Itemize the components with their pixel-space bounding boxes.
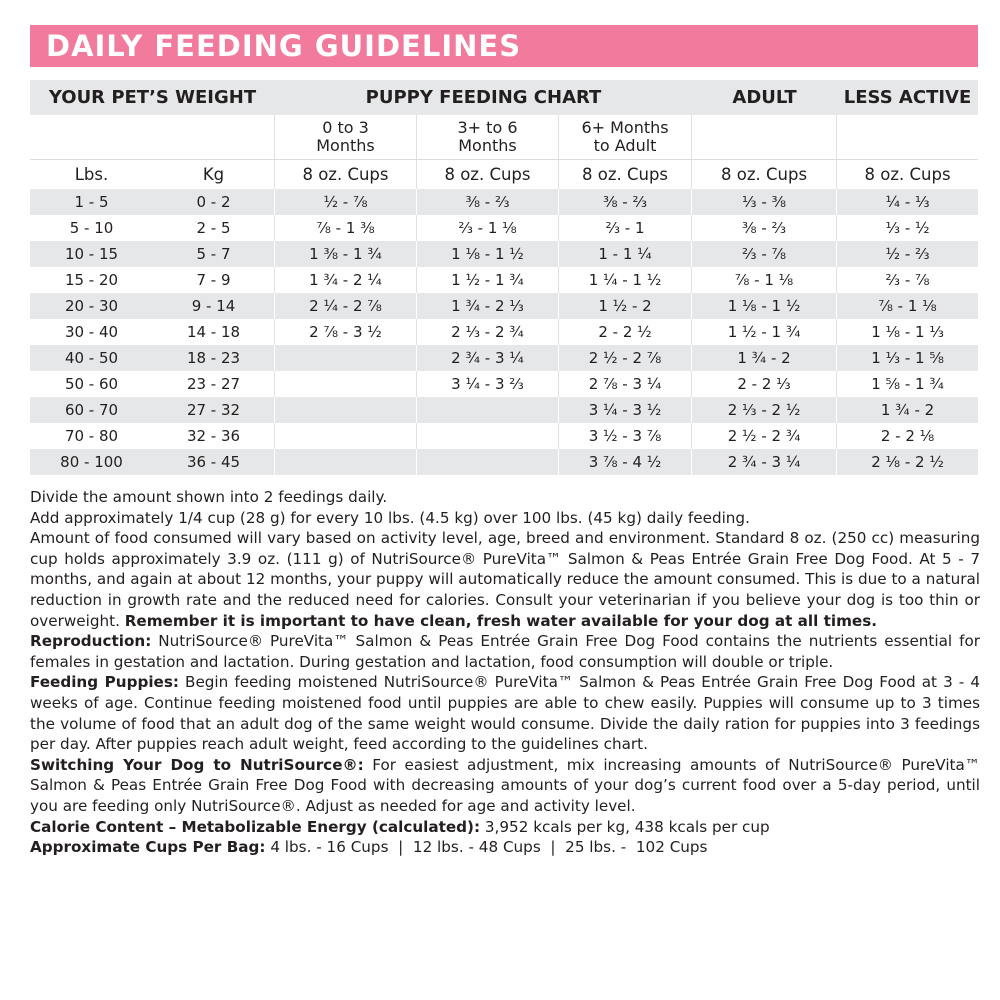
table-cell: 15 - 20	[30, 267, 153, 293]
table-cell	[275, 423, 417, 449]
table-cell: 18 - 23	[153, 345, 275, 371]
table-cell: ⅞ - 1 ⅛	[837, 293, 978, 319]
table-cell: 2 ⅛ - 2 ½	[837, 449, 978, 475]
table-cell: 1 ⅝ - 1 ¾	[837, 371, 978, 397]
table-cell: ⅞ - 1 ⅜	[275, 215, 417, 241]
table-cell: ⅜ - ⅔	[559, 189, 692, 215]
feeding-rows	[30, 189, 978, 475]
table-cell: 2 ⅓ - 2 ¾	[417, 319, 559, 345]
table-cell: 3 ⅞ - 4 ½	[559, 449, 692, 475]
table-cell: ⅓ - ½	[837, 215, 978, 241]
age-row	[30, 115, 978, 159]
age-cell: 3+ to 6 Months	[417, 115, 559, 159]
table-cell: 36 - 45	[153, 449, 275, 475]
table-cell: 5 - 7	[153, 241, 275, 267]
table-cell: 14 - 18	[153, 319, 275, 345]
units-row	[30, 159, 978, 189]
table-cell: 23 - 27	[153, 371, 275, 397]
table-cell: 2 - 5	[153, 215, 275, 241]
instruction-line: Divide the amount shown into 2 feedings daily.	[30, 488, 388, 506]
table-row	[30, 241, 978, 267]
unit-cell: Kg	[153, 159, 275, 189]
table-cell: 40 - 50	[30, 345, 153, 371]
table-cell: 2 - 2 ⅓	[692, 371, 837, 397]
table-cell: 1 ⅛ - 1 ½	[417, 241, 559, 267]
table-cell: 1 ⅓ - 1 ⅝	[837, 345, 978, 371]
table-cell: 2 - 2 ½	[559, 319, 692, 345]
table-cell	[275, 397, 417, 423]
table-row	[30, 345, 978, 371]
age-cell-blank	[837, 115, 978, 159]
table-cell: ⅔ - ⅞	[692, 241, 837, 267]
unit-cell: 8 oz. Cups	[275, 159, 417, 189]
table-cell: 80 - 100	[30, 449, 153, 475]
header-row	[30, 80, 978, 115]
table-cell: 2 ¼ - 2 ⅞	[275, 293, 417, 319]
table-cell: 2 ⅓ - 2 ½	[692, 397, 837, 423]
table-cell: ¼ - ⅓	[837, 189, 978, 215]
table-cell: 2 ¾ - 3 ¼	[417, 345, 559, 371]
table-cell: 32 - 36	[153, 423, 275, 449]
table-cell	[417, 423, 559, 449]
table-row	[30, 215, 978, 241]
table-cell: 1 ¾ - 2	[837, 397, 978, 423]
table-cell: 70 - 80	[30, 423, 153, 449]
table-row	[30, 397, 978, 423]
table-cell: 1 ½ - 2	[559, 293, 692, 319]
table-cell: 1 ¾ - 2	[692, 345, 837, 371]
table-cell: 2 - 2 ⅛	[837, 423, 978, 449]
table-cell	[417, 449, 559, 475]
table-row	[30, 189, 978, 215]
table-row	[30, 449, 978, 475]
table-cell: 1 ⅜ - 1 ¾	[275, 241, 417, 267]
table-cell: ⅔ - 1	[559, 215, 692, 241]
instruction-paragraph: Amount of food consumed will vary based on activity level, age, breed and environment. Standard 8 oz. (250 cc) measuring cup holds approximately 3.9 oz. (111 g) of NutriSource® PureVita™ Salmon & Peas Entrée Grain Free Dog Food. At 5 - 7 months, and again at about 12 months, your puppy will automatically reduce the amount consumed. This is due to a natural reduction in growth rate and the reduced need for calories. Consult your veterinarian if you believe your dog is too thin or overweight. Remember it is important to have clean, fresh water available for your dog at all times.	[30, 529, 980, 630]
instruction-line: Add approximately 1/4 cup (28 g) for every 10 lbs. (4.5 kg) over 100 lbs. (45 kg) daily feeding.	[30, 508, 750, 527]
table-cell: 2 ½ - 2 ¾	[692, 423, 837, 449]
table-cell: 7 - 9	[153, 267, 275, 293]
feeding-instructions	[30, 487, 980, 858]
age-cell: 0 to 3 Months	[275, 115, 417, 159]
table-row	[30, 371, 978, 397]
table-cell: 30 - 40	[30, 319, 153, 345]
table-cell: 1 ⅛ - 1 ½	[692, 293, 837, 319]
table-cell	[417, 397, 559, 423]
table-cell: ⅓ - ⅜	[692, 189, 837, 215]
table-cell: 1 ¾ - 2 ⅓	[417, 293, 559, 319]
table-cell: 3 ½ - 3 ⅞	[559, 423, 692, 449]
table-cell: 3 ¼ - 3 ⅔	[417, 371, 559, 397]
feeding-puppies-paragraph: Feeding Puppies: Begin feeding moistened NutriSource® PureVita™ Salmon & Peas Entrée Grain Free Dog Food at 3 - 4 weeks of age. Continue feeding moistened food until puppies are able to chew easily. Puppies will consume up to 3 times the volume of food that an adult dog of the same weight would consume. Divide the daily ration for puppies into 3 feedings per day. After puppies reach adult weight, feed according to the guidelines chart.	[30, 673, 981, 754]
table-cell: ½ - ⅔	[837, 241, 978, 267]
header-weight: YOUR PET’S WEIGHT	[30, 80, 275, 115]
table-cell: 3 ¼ - 3 ½	[559, 397, 692, 423]
table-cell: 1 - 5	[30, 189, 153, 215]
table-cell: ⅔ - ⅞	[837, 267, 978, 293]
cups-per-bag: Approximate Cups Per Bag: 4 lbs. - 16 Cups | 12 lbs. - 48 Cups | 25 lbs. - 102 Cups	[30, 838, 708, 857]
table-cell: 1 ⅛ - 1 ⅓	[837, 319, 978, 345]
feeding-chart-table	[30, 80, 978, 475]
table-cell: ⅜ - ⅔	[692, 215, 837, 241]
table-cell: 5 - 10	[30, 215, 153, 241]
table-cell	[275, 449, 417, 475]
header-adult: ADULT	[692, 80, 837, 115]
switching-paragraph: Switching Your Dog to NutriSource®: For easiest adjustment, mix increasing amounts of NutriSource® PureVita™ Salmon & Peas Entrée Grain Free Dog Food with decreasing amounts of your dog’s current food over a 5-day period, until you are feeding only NutriSource®. Adjust as needed for age and activity level.	[30, 755, 980, 815]
table-row	[30, 293, 978, 319]
table-cell: 1 ½ - 1 ¾	[692, 319, 837, 345]
table-cell	[275, 371, 417, 397]
table-cell: 0 - 2	[153, 189, 275, 215]
table-cell: 1 ¼ - 1 ½	[559, 267, 692, 293]
table-cell: 60 - 70	[30, 397, 153, 423]
table-cell: ⅜ - ⅔	[417, 189, 559, 215]
table-row	[30, 423, 978, 449]
unit-cell: 8 oz. Cups	[837, 159, 978, 189]
table-cell: 1 - 1 ¼	[559, 241, 692, 267]
table-cell: 20 - 30	[30, 293, 153, 319]
table-cell: 2 ⅞ - 3 ¼	[559, 371, 692, 397]
table-cell: 1 ¾ - 2 ¼	[275, 267, 417, 293]
page-title: DAILY FEEDING GUIDELINES	[30, 25, 978, 67]
table-cell	[275, 345, 417, 371]
age-cell-blank	[30, 115, 275, 159]
unit-cell: 8 oz. Cups	[559, 159, 692, 189]
table-cell: ½ - ⅞	[275, 189, 417, 215]
table-cell: 2 ½ - 2 ⅞	[559, 345, 692, 371]
table-row	[30, 319, 978, 345]
calorie-content: Calorie Content – Metabolizable Energy (calculated): 3,952 kcals per kg, 438 kcals per cup	[30, 817, 770, 836]
table-cell: 2 ⅞ - 3 ½	[275, 319, 417, 345]
age-cell-blank	[692, 115, 837, 159]
table-cell: 50 - 60	[30, 371, 153, 397]
table-row	[30, 267, 978, 293]
table-cell: 9 - 14	[153, 293, 275, 319]
table-cell: 10 - 15	[30, 241, 153, 267]
unit-cell: Lbs.	[30, 159, 153, 189]
unit-cell: 8 oz. Cups	[417, 159, 559, 189]
unit-cell: 8 oz. Cups	[692, 159, 837, 189]
table-cell: ⅞ - 1 ⅛	[692, 267, 837, 293]
table-cell: 2 ¾ - 3 ¼	[692, 449, 837, 475]
table-cell: 1 ½ - 1 ¾	[417, 267, 559, 293]
reproduction-paragraph: Reproduction: NutriSource® PureVita™ Salmon & Peas Entrée Grain Free Dog Food contains the nutrients essential for females in gestation and lactation. During gestation and lactation, food consumption will double or triple.	[30, 632, 980, 671]
age-cell: 6+ Months to Adult	[559, 115, 692, 159]
table-cell: 27 - 32	[153, 397, 275, 423]
header-puppy: PUPPY FEEDING CHART	[275, 80, 692, 115]
header-less-active: LESS ACTIVE	[837, 80, 978, 115]
table-cell: ⅔ - 1 ⅛	[417, 215, 559, 241]
